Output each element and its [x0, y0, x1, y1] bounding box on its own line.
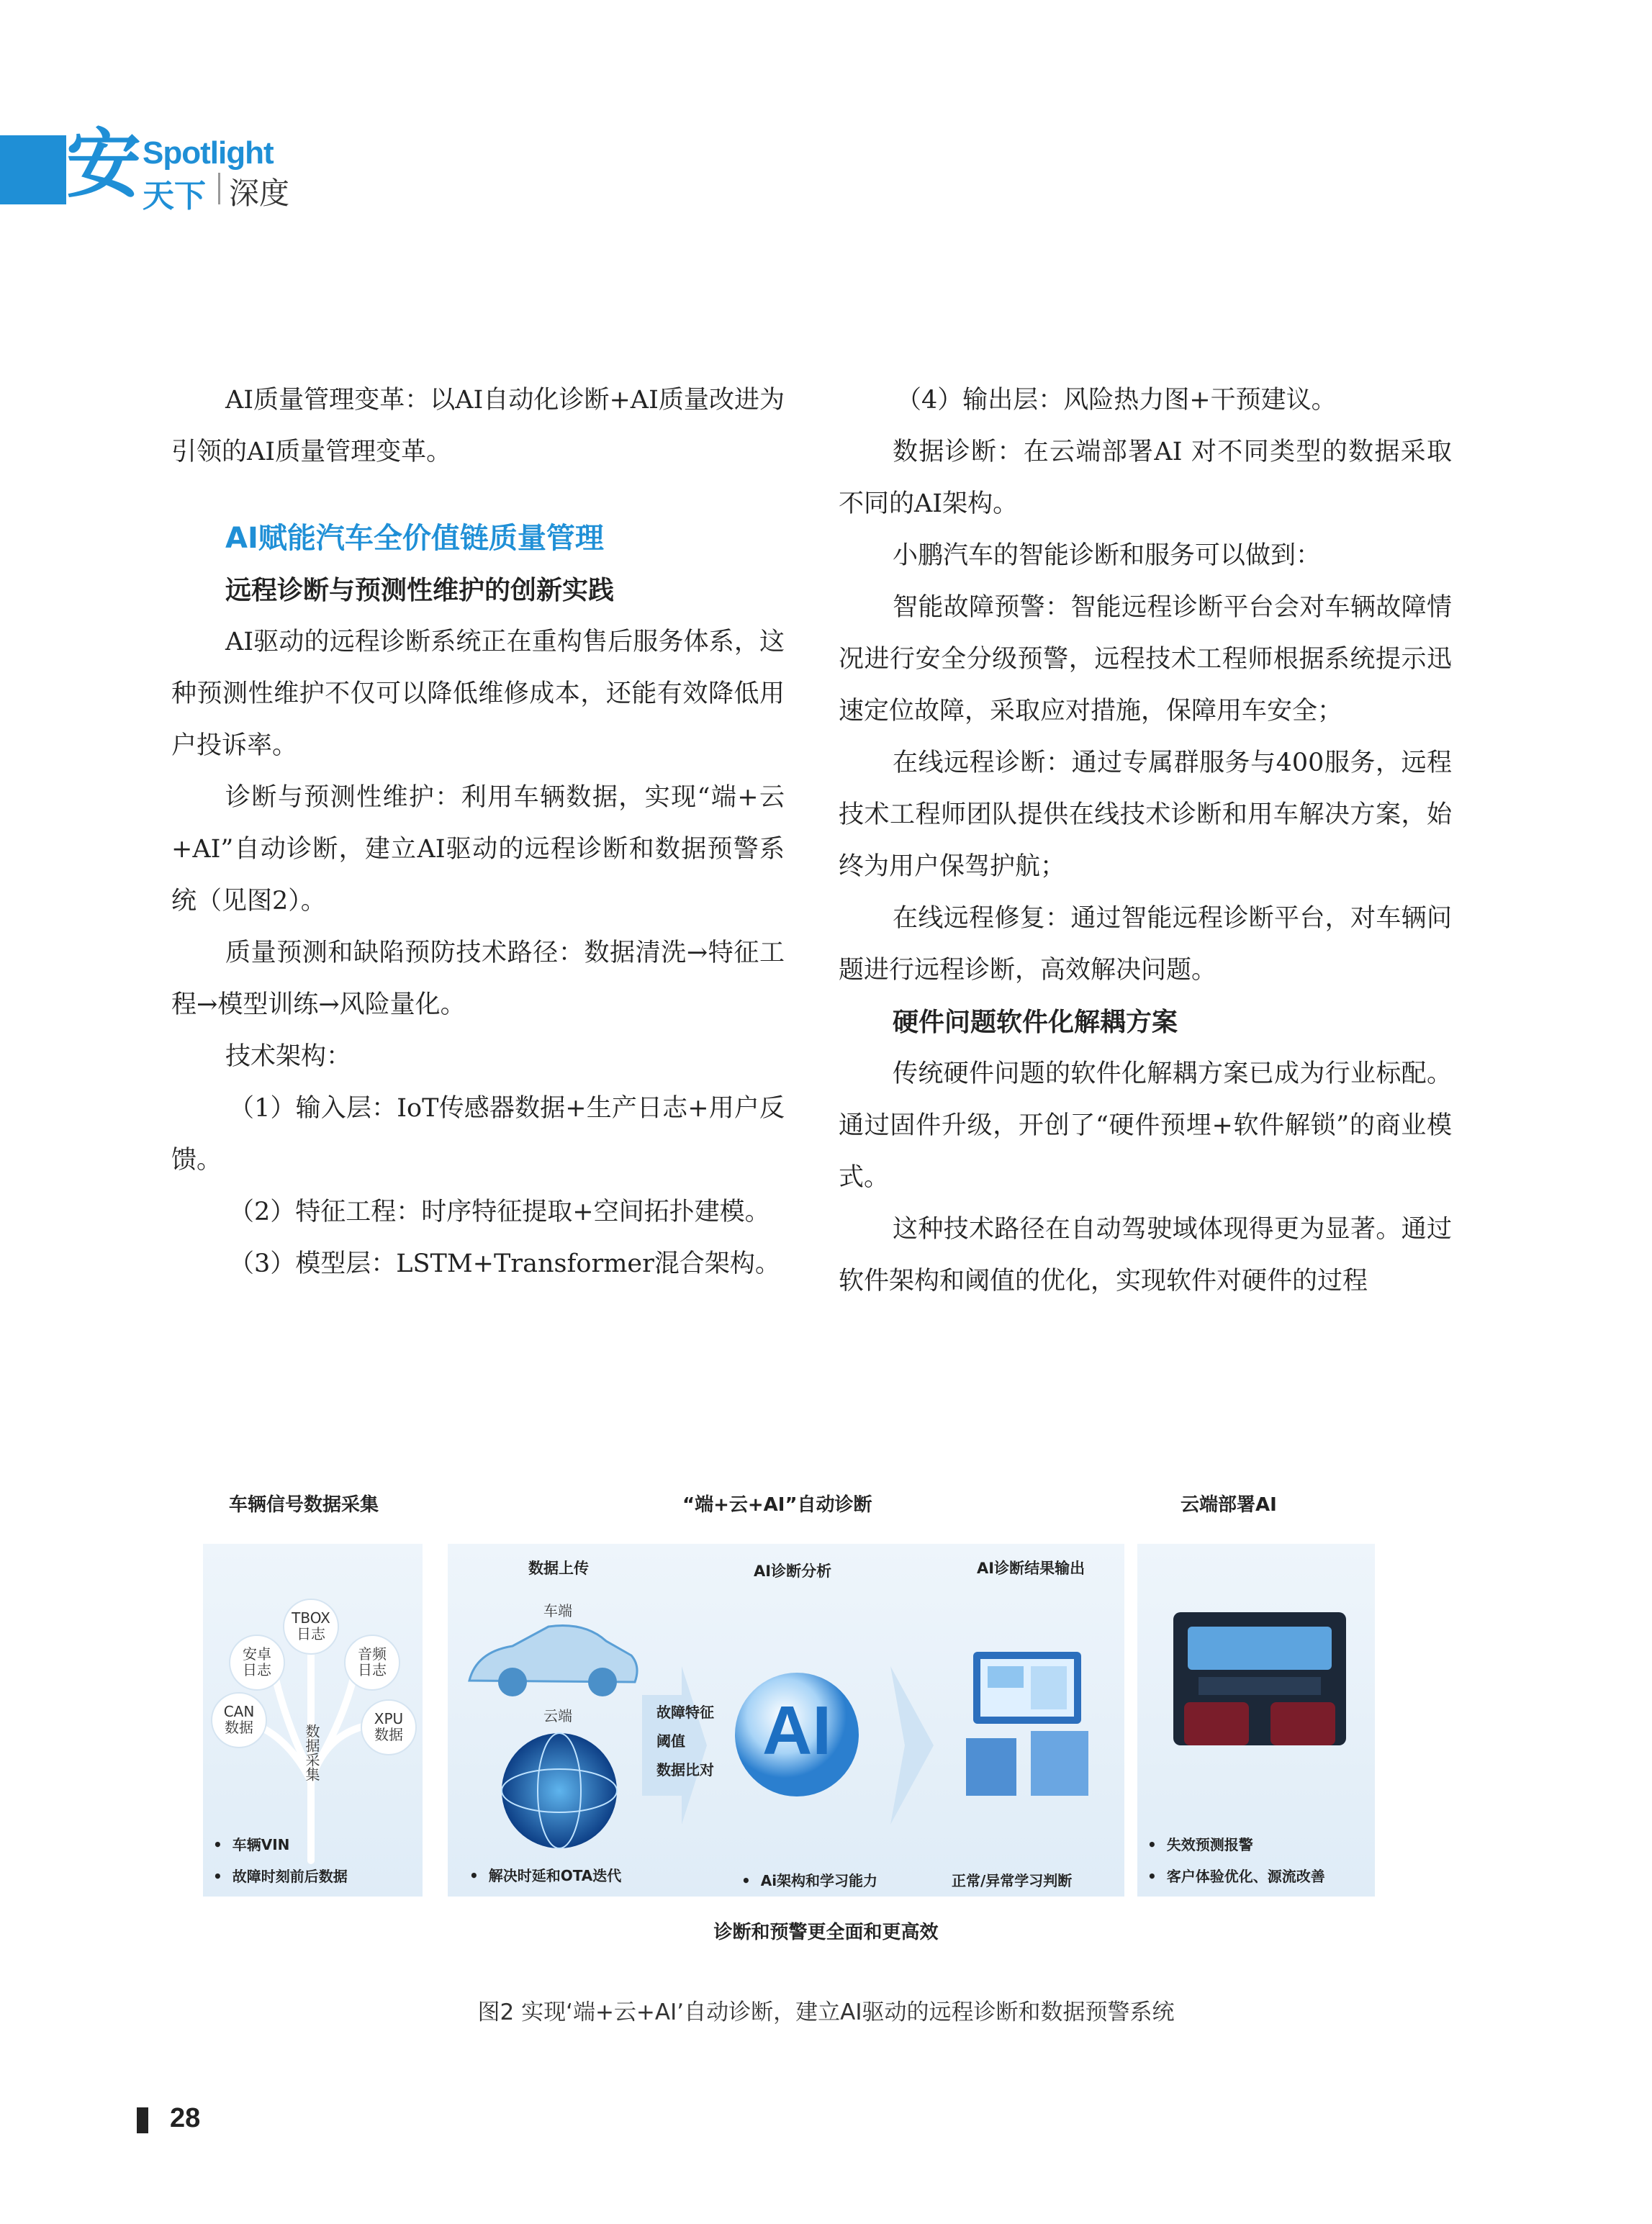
figure-title-left: 车辆信号数据采集	[229, 1494, 379, 1516]
figure-summary: 诊断和预警更全面和更高效	[713, 1922, 939, 1943]
paragraph: 数据诊断：在云端部署AI 对不同类型的数据采取不同的AI架构。	[839, 438, 1452, 518]
right-bullet-1: • 失效预测报警	[1147, 1836, 1253, 1853]
section-title: AI赋能汽车全价值链质量管理	[225, 522, 604, 555]
figure-title-center: “端+云+AI”自动诊断	[682, 1494, 872, 1516]
node-tbox: TBOX 日志	[292, 1609, 330, 1642]
header-accent-block	[0, 135, 66, 204]
figure-caption: 图2 实现‘端+云+AI’自动诊断，建立AI驱动的远程诊断和数据预警系统	[477, 1999, 1175, 2025]
page-number: 28	[170, 2103, 201, 2133]
globe-icon	[498, 1730, 620, 1852]
section-label: 深度	[229, 176, 290, 211]
paragraph: 技术架构：	[225, 1042, 352, 1071]
paragraph: 诊断与预测性维护：利用车辆数据，实现“端+云+AI”自动诊断，建立AI驱动的远程诊断和数据预警系统（见图2）。	[171, 783, 785, 916]
logo-english: Spotlight	[143, 135, 274, 171]
right-column	[839, 374, 1452, 1307]
node-android: 安卓 日志	[243, 1645, 271, 1678]
logo-character: 安	[66, 119, 142, 208]
paragraph: （1）输入层：IoT传感器数据+生产日志+用户反馈。	[171, 1094, 785, 1175]
figure-title-right: 云端部署AI	[1181, 1494, 1277, 1516]
node-xpu: XPU 数据	[374, 1710, 404, 1743]
left-bullet-2: • 故障时刻前后数据	[213, 1868, 348, 1885]
subheading: 硬件问题软件化解耦方案	[893, 1007, 1178, 1037]
paragraph: AI质量管理变革：以AI自动化诊断+AI质量改进为引领的AI质量管理变革。	[171, 386, 785, 466]
paragraph: 在线远程修复：通过智能远程诊断平台，对车辆问题进行远程诊断，高效解决问题。	[839, 904, 1452, 985]
car-icon	[462, 1616, 642, 1702]
figure-panel-right	[1137, 1544, 1375, 1897]
cloud-label: 云端	[543, 1707, 572, 1724]
figure-panel-left	[203, 1544, 423, 1897]
center-sub-analysis: AI诊断分析	[754, 1563, 832, 1580]
arrow-icon-2	[890, 1666, 934, 1825]
mid-label-threshold: 阈值	[656, 1732, 685, 1750]
center-sub-output: AI诊断结果输出	[977, 1560, 1085, 1577]
paragraph: （3）模型层：LSTM+Transformer混合架构。	[229, 1249, 780, 1278]
header-separator	[218, 173, 220, 204]
left-column	[171, 374, 785, 1290]
right-bullet-2: • 客户体验优化、源流改善	[1147, 1868, 1325, 1885]
left-bullet-1: • 车辆VIN	[213, 1836, 290, 1853]
paragraph: （4）输出层：风险热力图+干预建议。	[896, 386, 1337, 415]
logo-subtitle: 天下	[143, 178, 206, 214]
page-number-marker	[137, 2107, 148, 2133]
subheading: 远程诊断与预测性维护的创新实践	[225, 575, 615, 605]
paragraph: 智能故障预警：智能远程诊断平台会对车辆故障情况进行安全分级预警，远程技术工程师根据系统提示迅速定位故障，采取应对措施，保障用车安全；	[839, 593, 1452, 725]
center-bullet-1: • 解决时延和OTA迭代	[469, 1867, 622, 1884]
node-audio: 音频 日志	[358, 1645, 387, 1678]
center-bullet-2: • Ai架构和学习能力	[741, 1872, 878, 1889]
paragraph: 小鹏汽车的智能诊断和服务可以做到：	[893, 541, 1322, 570]
car-label: 车端	[543, 1602, 572, 1619]
figure-panel-center	[448, 1544, 1124, 1897]
paragraph: （2）特征工程：时序特征提取+空间拓扑建模。	[229, 1198, 770, 1226]
car-interior-image	[1173, 1612, 1346, 1745]
center-sub-upload: 数据上传	[528, 1560, 589, 1577]
paragraph: 这种技术路径在自动驾驶域体现得更为显著。通过软件架构和阈值的优化，实现软件对硬件的过程	[839, 1215, 1452, 1296]
paragraph: 质量预测和缺陷预防技术路径：数据清洗→特征工程→模型训练→风险量化。	[171, 939, 785, 1019]
server-dashboard-icon	[952, 1645, 1103, 1810]
mid-label-feature: 故障特征	[656, 1704, 714, 1721]
mid-label-compare: 数据比对	[656, 1761, 714, 1778]
trunk-label: 数据采集	[303, 1724, 320, 1781]
ai-text: AI	[762, 1692, 831, 1769]
node-can: CAN 数据	[223, 1703, 255, 1736]
paragraph: 传统硬件问题的软件化解耦方案已成为行业标配。通过固件升级，开创了“硬件预埋+软件解锁”的商业模式。	[839, 1059, 1452, 1192]
paragraph: AI驱动的远程诊断系统正在重构售后服务体系，这种预测性维护不仅可以降低维修成本，还能有效降低用户投诉率。	[171, 628, 785, 760]
paragraph: 在线远程诊断：通过专属群服务与400服务，远程技术工程师团队提供在线技术诊断和用车解决方案，始终为用户保驾护航；	[839, 749, 1452, 881]
center-bottom-3: 正常/异常学习判断	[952, 1872, 1073, 1889]
